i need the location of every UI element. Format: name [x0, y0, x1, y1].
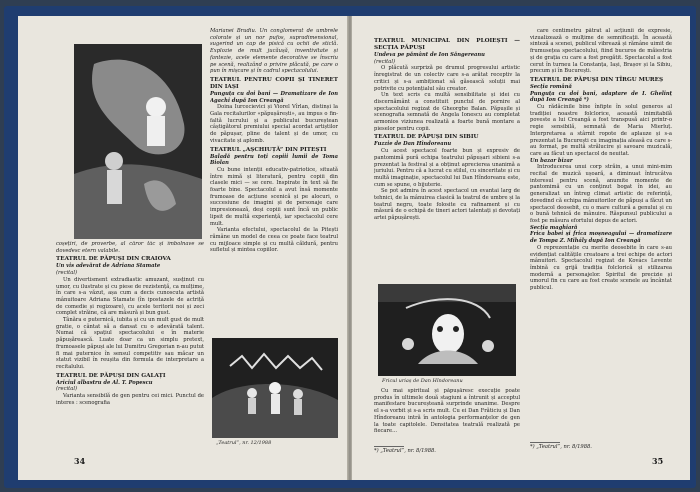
heading-pitesti: TEATRUL „AȘCHIUȚĂ” DIN PITEȘTI — [210, 146, 327, 153]
paragraph: Un text scris cu multă sensibilitate și idei cu discernământ a constituit punctul de pornire al spectacolului regizat de Gheorghe Balan. Păpușile și scenografia semnată de Angela Ionescu au completat armonios viziunea realizată a foarte bună montare a pieselor pentru copii. — [374, 92, 520, 132]
heading-sibiu: TEATRUL DE PĂPUȘI DIN SIBIU — [374, 134, 479, 141]
book-spread — [4, 6, 696, 488]
paragraph: Cu acest spectacol foarte bun și expresiv de pantomimă pură echipa teatrului păpușari sibieni s-a prezentat la festival și a obținut aprecierea unanimă a juriului. Pentru că a lucrat cu stilul, cu sinceritate și cu multă imaginație, spectacolul lui Dan Hîndoreanu este, cum se spune, o bijuterie. — [374, 148, 520, 188]
footnote-left: *) „Teatrul”, nr. 8/1988. — [374, 448, 436, 454]
right-column-2 — [530, 28, 672, 440]
note-galati: (recital) — [56, 386, 77, 393]
puppet-photo-pitesti — [212, 338, 338, 438]
heading-ploiesti: TEATRUL MUNICIPAL DIN PLOIEȘTI — SECȚIA PĂPUȘI — [374, 38, 520, 51]
page-number-right: 35 — [652, 456, 664, 466]
paragraph: Tânăra e puternică, iubita și cu un mult gust de mult gratie, o cântat să a dansat cu o adevărată talent. Numai că spațiul spectacolului e în materie păpușărească. Luate doar ca un simplu pretext, frumoasele păpuși ale lui Dumitru Gregorian n-au putut fi mai puternice în sensul competitiv sau măcar un statut vizibil în reușita din formula de interpretare a recitalului. — [56, 317, 204, 370]
paragraph: Cu rădăcinile bine înfipte în solul generos al tradiției noastre folclorice, această inimitabilă poveste a lui Creangă a fost transpusă aici printr-o regie sensibilă, semnată de Maria Mierluț. Interpretarea a stârnit ropote de aplauze și s-a prezentat la București cu imaginația aleasă cu care s-au format, pe multă strălucire și savoare muzicală, care au făcut un spectacol de neuitat. — [530, 104, 672, 157]
puppet-photo-craiova — [74, 44, 202, 239]
play-ploiesti: Undeva pe pământ de Ion Săngereanu — [374, 52, 485, 58]
continuation-text: coșețiri, de proverbe, al căror tâc și îmbolnave se dovedesc etern valabile. — [56, 241, 204, 254]
paragraph: O reprezentație cu merite deosebite în care s-au evidențiat calitățile creatoare a trei echipe de actori mânuitori. Spectacolul regizat de Kovács Levente îmbină cu grijă tradiția folclorică și stilizarea modernă a personajelor. Spiritul de precizie și umorul fin cu care au fost create scenele au încântat publicul. — [530, 244, 672, 292]
play-craiova: Un vis adevărat de Adriana Stamate — [56, 263, 161, 270]
right-column-1-bottom — [374, 388, 520, 444]
paragraph: Varianta sensibilă de gen pentru cei mici. Punctul de interes : scenografia — [56, 393, 204, 406]
paragraph: Cu mai spiritual și păpușăresc execuție poate produs în ultimele două stagiuni a întrunit și acceptul manifestare bucureșteană surprinde unanime. Despre el s-a vorbit și s-a scris mult. Cu ei Dan Frăticiu și Dan Hîndoreanu intră în antologia performanțelor de gen la toate capitolele. Densitatea teatrală realizată pe fiecare... — [374, 388, 520, 435]
play-targu-mures-ro: Punguța cu doi bani, adaptare de I. Ghelinț după Ion Creangă *) — [530, 90, 672, 104]
play-sibiu: Fuzzie de Dan Hîndoreanu — [374, 141, 452, 148]
photo-caption-sibiu: Fricul uriaș de Dan Hîndoreanu — [382, 378, 463, 384]
paragraph: Introducerea unui corp străin, a unui mini-mim recital de muzică ușoară, a diminuat întrucâtva interesul pentru scenă, anumite momente de pantomimă cu un conținut bogat în idei, au generalizat un întreg climat artistic de referință, dovedind că echipa mânuitorilor de păpuși a făcut un spectacol deosebit, cu o mare cultură a genului și cu o bună tehnică de mânuire. Răspunsul publicului a fost pe măsura efortului depus de actori. — [530, 164, 672, 224]
footnote-rule-right — [530, 442, 560, 443]
left-column-2 — [210, 28, 338, 336]
heading-iasi: TEATRUL PENTRU COPII ȘI TINERET DIN IAȘI — [210, 76, 338, 90]
continuation-text: care centimetru pătrat al acțiunii de expresie, vizualizează o mulțime de semnificații. În această sinteză a scenei, publicul vibrează și rămâne uimit de frumusețea spectacolului, fiind bucuros de măiestria și de grația cu care a fost pregătit. Spectacolul a fost cerut în turneu la Constanța, Iași, Brașov și la Sibiu, precum și în București. — [530, 28, 672, 75]
left-column-1 — [56, 241, 204, 441]
right-page — [352, 16, 690, 480]
heading-galati: TEATRUL DE PĂPUȘI DIN GALAȚI — [56, 372, 166, 379]
footnote-right: *) „Teatrul”, nr. 8/1988. — [530, 444, 592, 450]
footnote-rule-left — [374, 446, 404, 447]
section-maghiara: Secția maghiară — [530, 224, 578, 231]
heading-craiova: TEATRUL DE PĂPUȘI DIN CRAIOVA — [56, 256, 171, 263]
play-galati: Ariciul albastru de Al. T. Popescu — [56, 379, 153, 386]
paragraph: Se pot admira în acest spectacol un evantai larg de tehnici, de la mânuirea clasică la teatrul de umbre și la teatrul negru, toate folosite cu rafinament și cu măsură de o echipă de tineri actori talentați și devotați artei păpușărești. — [374, 188, 520, 222]
play-iasi: Punguța cu doi bani — Dramatizare de Ion Agachi după Ion Creangă — [210, 90, 338, 104]
heading-targu-mures: TEATRUL DE PĂPUȘI DIN TÎRGU MUREȘ — [530, 76, 664, 83]
note-craiova: (recital) — [56, 270, 77, 277]
bazar-title: Un bazar bizar — [530, 157, 573, 164]
paragraph: Un divertisment extradiastic amuzant, susținut cu umor, cu ilustrate și cu piese de rezistență, ca mulțime, în care s-a văzut, așa cum a decis cunoscuta artistă mânuitoare Adriana Stamate (în ipostazele de actriță de comedie și regizoare), cu acele teritorii noi și zeci complet străine, că are măsură și bun gust. — [56, 276, 204, 317]
puppet-photo-sibiu — [378, 284, 516, 376]
paragraph: Doina Iurcecievici și Viorel Vîrlan, distinși la Gala recitalurilor «păpușărești», au impus o fin-faltă lucrului și a publicului bucureștean câștigătorul premiului special acordat artiștilor de păpușar, pline de talent și de umor, cu vivacitate și aplomb. — [210, 104, 338, 144]
play-targu-mures-hu: Frica babei și frica moșneagului — dramatizare de Tompa Z. Mihály după Ion Creangă — [530, 231, 672, 245]
paragraph: Cu bune intenții educativ-patriotice, situată între mimă și literatură, pentru copiii din clasele mici — se cere. Inspirate în text să fie foarte bine. Spectacolul a avut însă momente frumoase de acțiune scenică și pe alocuri, o succesiune de imagini și de personaje care impresionează, deși copiii sunt încă un public lipsit de multă experiență, iar spectacolul cere mult. — [210, 166, 338, 227]
paragraph: O plăcută surpriză pe drumul progresului artistic înregistrat de un colectiv care s-a arătat receptiv la critici și s-a ambiționat să găsească soluții mai potrivite cu potențialul său creator. — [374, 65, 520, 92]
left-page — [18, 16, 348, 480]
right-column-1 — [374, 36, 520, 280]
continuation-text: Marianei Brudiu. Un conglomerat de umbrele colorate și un nor pufos, supradimensional, sugerind un cap de pisică cu ochii de sticlă. Explozie de mult jucăușă, inventivitate și fantezie, acele elemente decorative se înscriu pe scenă, realizând o privire plăcută, pe care o pun în mișcare și în cadrul spectacolului. — [210, 28, 338, 75]
paragraph: Varianta efectului, spectacolul de la Pitești rămâne un model de ceea ce poate face teatrul cu mijloace simple și cu multă căldură, pentru sufletul și mintea copiilor. — [210, 227, 338, 254]
play-pitesti: Baladă pentru toți copiii lumii de Toma Biolan — [210, 153, 338, 167]
page-number-left: 34 — [74, 456, 86, 466]
photo-caption-left: „Teatrul”, nr. 12/1988 — [216, 440, 272, 446]
note-ploiesti: (recital) — [374, 58, 395, 65]
section-romana: Secția română — [530, 83, 572, 90]
